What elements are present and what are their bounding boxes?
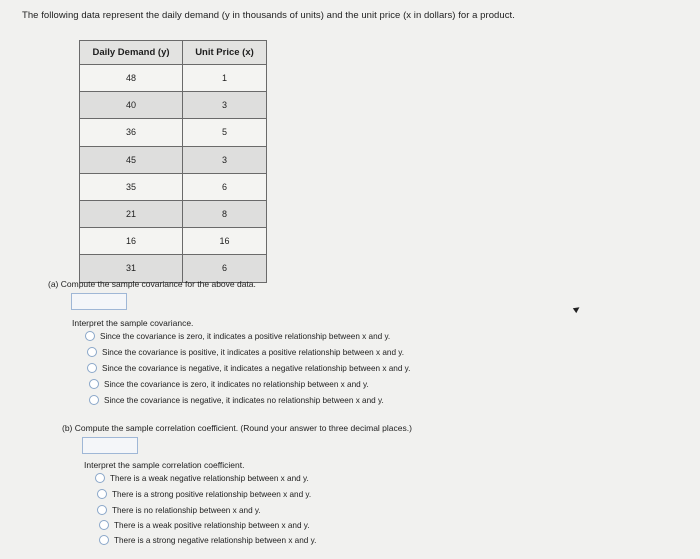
radio-button[interactable] xyxy=(89,379,99,389)
cell-price: 5 xyxy=(183,119,267,146)
option-label: Since the covariance is zero, it indicates a positive relationship between x and y. xyxy=(100,331,391,341)
header-daily-demand: Daily Demand (y) xyxy=(80,41,183,65)
correlation-option-5[interactable] xyxy=(99,535,316,545)
covariance-answer-input[interactable] xyxy=(71,293,127,310)
radio-button[interactable] xyxy=(85,331,95,341)
cell-demand: 40 xyxy=(80,92,183,119)
correlation-answer-input[interactable] xyxy=(82,437,138,454)
cell-demand: 31 xyxy=(80,255,183,282)
cell-demand: 36 xyxy=(80,119,183,146)
radio-button[interactable] xyxy=(87,347,97,357)
correlation-option-1[interactable] xyxy=(95,473,309,483)
radio-button[interactable] xyxy=(99,520,109,530)
table-row xyxy=(80,119,267,146)
problem-intro: The following data represent the daily demand (y in thousands of units) and the unit price (x in dollars) for a product. xyxy=(22,10,515,21)
cell-demand: 16 xyxy=(80,228,183,255)
table-row xyxy=(80,228,267,255)
cell-demand: 35 xyxy=(80,173,183,200)
option-label: Since the covariance is negative, it indicates no relationship between x and y. xyxy=(104,395,384,405)
covariance-option-5[interactable] xyxy=(89,395,384,405)
table-row xyxy=(80,173,267,200)
question-a: (a) Compute the sample covariance for the above data. xyxy=(48,279,256,289)
option-label: Since the covariance is zero, it indicates no relationship between x and y. xyxy=(104,379,369,389)
covariance-option-1[interactable] xyxy=(85,331,390,341)
cell-price: 3 xyxy=(183,92,267,119)
table-header-row xyxy=(80,41,267,65)
option-label: Since the covariance is negative, it indicates a negative relationship between x and y. xyxy=(102,363,411,373)
cell-price: 6 xyxy=(183,255,267,282)
cell-price: 8 xyxy=(183,200,267,227)
option-label: There is a strong negative relationship between x and y. xyxy=(114,535,317,545)
cell-demand: 45 xyxy=(80,146,183,173)
covariance-option-2[interactable] xyxy=(87,347,404,357)
cell-price: 3 xyxy=(183,146,267,173)
correlation-option-4[interactable] xyxy=(99,520,310,530)
cell-price: 16 xyxy=(183,228,267,255)
table-row xyxy=(80,65,267,92)
option-label: There is a weak positive relationship between x and y. xyxy=(114,520,310,530)
interpret-correlation-label: Interpret the sample correlation coefficient. xyxy=(84,460,245,470)
radio-button[interactable] xyxy=(97,505,107,515)
radio-button[interactable] xyxy=(99,535,109,545)
correlation-option-3[interactable] xyxy=(97,505,261,515)
covariance-option-4[interactable] xyxy=(89,379,369,389)
option-label: There is a strong positive relationship between x and y. xyxy=(112,489,312,499)
header-unit-price: Unit Price (x) xyxy=(183,41,267,65)
table-row xyxy=(80,200,267,227)
cell-price: 6 xyxy=(183,173,267,200)
question-b: (b) Compute the sample correlation coefficient. (Round your answer to three decimal places.) xyxy=(62,423,412,433)
cell-price: 1 xyxy=(183,65,267,92)
radio-button[interactable] xyxy=(89,395,99,405)
table-row xyxy=(80,146,267,173)
radio-button[interactable] xyxy=(97,489,107,499)
option-label: There is no relationship between x and y. xyxy=(112,505,261,515)
covariance-option-3[interactable] xyxy=(87,363,410,373)
cell-demand: 21 xyxy=(80,200,183,227)
table-row xyxy=(80,92,267,119)
mouse-cursor-icon xyxy=(573,305,581,313)
radio-button[interactable] xyxy=(87,363,97,373)
table-row xyxy=(80,255,267,282)
option-label: Since the covariance is positive, it indicates a positive relationship between x and y. xyxy=(102,347,405,357)
radio-button[interactable] xyxy=(95,473,105,483)
interpret-covariance-label: Interpret the sample covariance. xyxy=(72,318,194,328)
cell-demand: 48 xyxy=(80,65,183,92)
option-label: There is a weak negative relationship between x and y. xyxy=(110,473,309,483)
correlation-option-2[interactable] xyxy=(97,489,311,499)
data-table xyxy=(79,40,267,283)
